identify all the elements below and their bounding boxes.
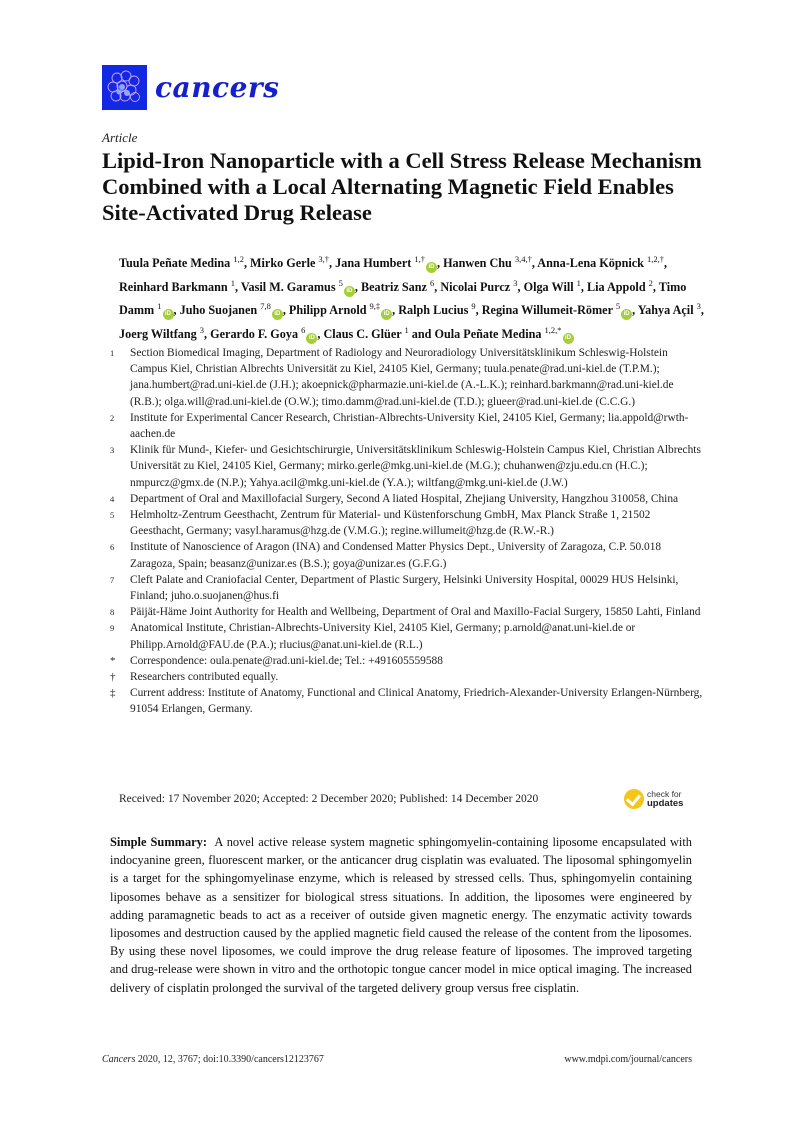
affiliation-text: Researchers contributed equally. [130,671,279,684]
author: Beatriz Sanz $^6$ [360,277,435,294]
author-affiliation-marks: 2 [648,277,653,288]
article-type: Article [102,130,138,145]
affiliation-mark: 2 [110,412,115,423]
affiliation-item [104,491,704,507]
affiliation-text: Correspondence: oula.penate@rad.uni-kiel.de; Tel.: +491605559588 [130,654,443,667]
footer-journal: Cancers [102,1054,136,1065]
author-affiliation-marks: 1 [576,277,581,288]
author-affiliation-marks: 3 [199,324,205,335]
author-affiliation-marks: 1 [157,301,162,312]
affiliation-item [104,653,704,669]
journal-url[interactable]: www.mdpi.com/journal/cancers [564,1054,692,1065]
author-list: Tuula Peñate Medina $^{1,2}$, Mirko Gerle $^{3,\dagger}$, Jana Humbert $^{1,\dagger}$iD , Hanwen Chu $^{3,4,\dagger}$, Anna-Lena Köpnick $^{1,2,\dagger}$, Reinhard Barkmann $^1$, Vasil M. Garamus $^5$iD , Beatriz Sanz $^6$, Nicolai Purcz $^3$, Olga Will $^1$, Lia Appold $^2$, Timo Damm $^1$iD , Juho Suojanen $^{7,8}$iD , Philipp Arnold $^{9,\ddagger}$iD , Ralph Lucius $^9$, Regina Willumeit-Römer $^5$iD , Yahya Açil $^3$, Joerg Wiltfang $^3$, Gerardo F. Goya $^6$iD , Claus C. Glüer $^1$ and Oula Peñate Medina $^{1,2,*}$iD [119,250,709,344]
affiliation-item [104,345,704,410]
simple-summary [110,833,692,997]
orcid-icon[interactable]: iD [344,286,355,297]
affiliation-item [104,669,704,685]
publication-dates: Received: 17 November 2020; Accepted: 2 December 2020; Published: 14 December 2020 [119,793,539,805]
affiliation-item [104,539,704,571]
journal-name: cancers [155,71,280,104]
author-affiliation-marks: 3 [513,277,518,288]
author: Gerardo F. Goya $^6$iD [210,327,317,341]
author-affiliation-marks: 5 [338,277,343,288]
affiliation-mark: 1 [110,348,115,358]
author-affiliation-marks: 3 [696,301,701,312]
orcid-icon[interactable]: iD [306,333,317,344]
affiliation-mark: 5 [110,510,115,521]
author: Reinhard Barkmann $^1$ [119,277,235,294]
author: Philipp Arnold $^{9,\ddagger}$iD [289,303,392,317]
affiliation-text: Institute for Experimental Cancer Research, Christian-Albrechts-University Kiel, 24105 Kiel, Germany; lia.appold@rwth-aachen.de [130,411,689,441]
author-affiliation-marks: 1,2,* [544,324,562,335]
orcid-icon[interactable]: iD [272,309,283,320]
author-affiliation-marks: 7,8 [260,301,271,312]
author: Oula Peñate Medina $^{1,2,*}$iD [434,327,573,341]
affiliation-text: Current address: Institute of Anatomy, Functional and Clinical Anatomy, Friedrich-Alexander-University Erlangen-Nürnberg, 91054 Erlangen, Germany. [130,687,703,716]
affiliation-text: Department of Oral and Maxillofacial Surgery, Second A liated Hospital, Zhejiang University, Hangzhou 310058, China [130,492,679,505]
cancers-logo-icon [102,65,147,110]
affiliation-mark: † [110,671,116,684]
author-affiliation-marks: 9,‡ [369,301,381,312]
cfu-line1: check for [647,789,682,799]
paper-title: Lipid-Iron Nanoparticle with a Cell Stress Release Mechanism Combined with a Local Alternating Magnetic Field Enables Site-Activated Drug Release [102,148,702,225]
cfu-line2: updates [647,798,684,809]
affiliation-text: Section Biomedical Imaging, Department of Radiology and Neuroradiology Universitätsklinikum Schleswig-Holstein Campus Kiel, Christian Albrechts Universität zu Kiel, 24105 Kiel, Germany; tuula.penate@rad.uni-kiel.de (T.P.M.); jana.humbert@rad.uni-kiel.de (J.H.); akoepnick@pharmazie.uni-kiel.de (A.-L.K.); reinhard.barkmann@rad.uni-kiel.de (R.B.); olga.will@rad.uni-kiel.de (O.W.); timo.damm@rad.uni-kiel.de (T.D.); glueer@rad.uni-kiel.de (C.C.G.) [130,347,674,408]
author: Nicolai Purcz $^3$ [440,277,518,294]
affiliation-item [104,410,704,442]
affiliation-mark: 8 [110,607,115,618]
checkmark-icon [624,789,644,809]
author-affiliation-marks: 3,4,† [514,254,532,264]
affiliation-item [104,507,704,539]
affiliation-text: Cleft Palate and Craniofacial Center, Department of Plastic Surgery, Helsinki University Hospital, 00029 HUS Helsinki, Finland; juho.o.suojanen@hus.fi [130,573,679,603]
author: Ralph Lucius $^9$ [398,301,476,318]
affiliation-text: Institute of Nanoscience of Aragon (INA) and Condensed Matter Physics Dept., University of Zaragoza, C.P. 50.018 Zaragoza, Spain; beasanz@unizar.es (B.S.); goya@unizar.es (G.F.G.) [130,541,662,570]
affiliation-mark: 7 [110,574,115,585]
author: Yahya Açil $^3$ [637,301,701,318]
author: Claus C. Glüer $^1$ [323,324,409,341]
footer-citation: 2020, 12, 3767; doi:10.3390/cancers12123767 [135,1054,324,1065]
affiliation-text: Päijät-Häme Joint Authority for Health and Wellbeing, Department of Oral and Maxillo-Facial Surgery, 15850 Lahti, Finland [130,606,701,619]
affiliation-item [104,685,704,717]
orcid-icon[interactable]: iD [563,333,574,344]
affiliation-mark: * [110,654,116,667]
author-affiliation-marks: 6 [301,324,306,335]
orcid-icon[interactable]: iD [163,309,174,320]
author: Anna-Lena Köpnick $^{1,2,\dagger}$ [537,254,664,271]
affiliation-item [104,620,704,652]
affiliations-list [104,345,704,718]
affiliation-text: Anatomical Institute, Christian-Albrechts-University Kiel, 24105 Kiel, Germany; p.arnold@anat.uni-kiel.de or Philipp.Arnold@FAU.de (P.A.); rlucius@anat.uni-kiel.de (R.L.) [130,622,636,651]
summary-text: A novel active release system magnetic sphingomyelin-containing liposome encapsulated with indocyanine green, fluorescent marker, or the anticancer drug cisplatin was evaluated. The liposomal sphingomyelin is a target for the sphingomyelinase enzyme, which is released by stressed cells. Thus, sphingomyelin containing liposomes behave as a sensitizer for biological stress situations. In addition, the liposomes were engineered by adding paramagnetic beads to act as a receiver of outside given magnetic energy. The enzymatic activity towards liposomes and destruction caused by the applied magnetic field caused the release of the content from the liposomes. By using these novel liposomes, we could improve the drug release feature of liposomes. The improved targeting and drug-release were shown in vitro and the orthotopic tongue cancer model in mice optical imaging. The increased delivery of cisplatin prolonged the survival of the targeted delivery group versus free cisplatin. [110,835,692,995]
affiliation-item [104,572,704,604]
affiliation-mark: 6 [110,542,115,553]
affiliation-mark: ‡ [110,687,116,700]
author-affiliation-marks: 6 [430,277,435,288]
check-for-updates-badge[interactable] [624,789,683,809]
orcid-icon[interactable]: iD [426,262,437,273]
author: Hanwen Chu $^{3,4,\dagger}$ [443,254,532,271]
orcid-icon[interactable]: iD [381,309,392,320]
journal-logo [102,65,279,110]
citation-footer [102,1054,324,1065]
author-affiliation-marks: 1 [404,324,409,335]
author: Joerg Wiltfang $^3$ [119,324,205,341]
summary-label: Simple Summary: [110,835,207,849]
author-affiliation-marks: 9 [471,301,476,312]
affiliation-item [104,604,704,620]
author-affiliation-marks: 3,† [318,254,330,264]
author: Tuula Peñate Medina $^{1,2}$ [119,254,244,271]
orcid-icon[interactable]: iD [621,309,632,320]
author: Juho Suojanen $^{7,8}$iD [180,303,283,317]
author: Mirko Gerle $^{3,\dagger}$ [250,254,330,271]
author: Vasil M. Garamus $^5$iD [241,280,355,294]
author: Jana Humbert $^{1,\dagger}$iD [335,256,437,270]
affiliation-mark: 4 [110,493,115,504]
author-affiliation-marks: 1,† [414,254,425,264]
affiliation-mark: 9 [110,623,115,634]
author-affiliation-marks: 1 [230,277,235,288]
author-affiliation-marks: 1,2 [233,254,244,264]
author-affiliation-marks: 5 [615,301,621,312]
affiliation-mark: 3 [110,445,115,456]
author: Lia Appold $^2$ [587,277,653,294]
affiliation-item [104,442,704,491]
author-affiliation-marks: 1,2,† [647,254,664,264]
author: Timo Damm $^1$iD [119,280,686,318]
author: Olga Will $^1$ [523,277,581,294]
affiliation-text: Klinik für Mund-, Kiefer- und Gesichtschirurgie, Universitätsklinikum Schleswig-Holstein Campus Kiel, Christian Albrechts Universität zu Kiel, 24105 Kiel, Germany; mirko.gerle@mkg.uni-kiel.de (M.G.); chuhanwen@zju.edu.cn (H.C.); nmpurcz@gmx.de (N.P.); Yahya.acil@mkg.uni-kiel.de (Y.A.); wiltfang@mkg.uni-kiel.de (J.W.) [130,444,701,489]
affiliation-text: Helmholtz-Zentrum Geesthacht, Zentrum für Material- und Küstenforschung GmbH, Max Planck Straße 1, 21502 Geesthacht, Germany; vasyl.haramus@hzg.de (V.M.G.); regine.willumeit@hzg.de (R.W.-R.) [130,509,651,538]
author: Regina Willumeit-Römer $^5$iD [482,303,632,317]
